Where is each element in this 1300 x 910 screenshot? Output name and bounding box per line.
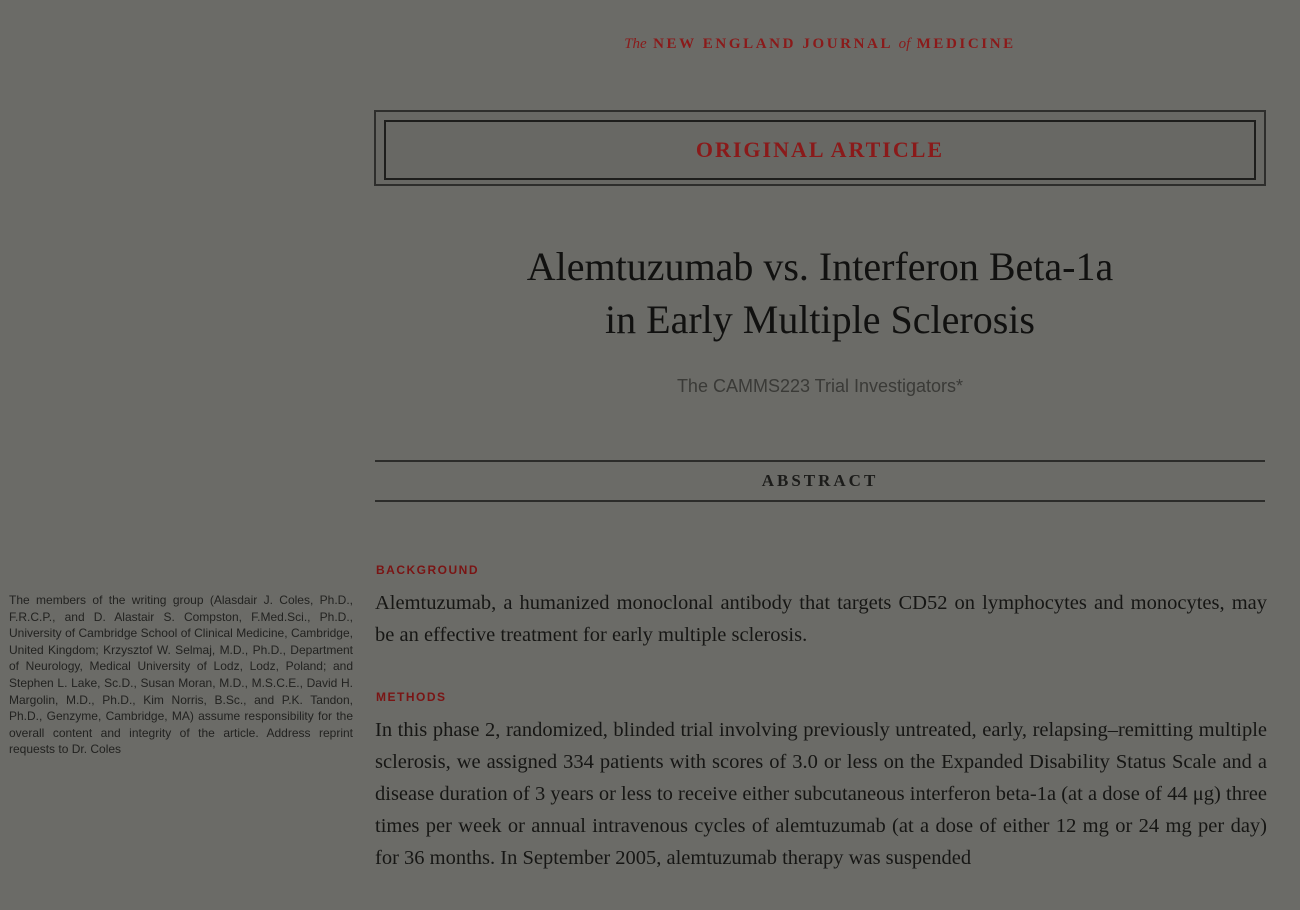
abstract-bar	[375, 460, 1265, 502]
abstract-label: ABSTRACT	[761, 471, 879, 490]
methods-heading: METHODS	[376, 690, 447, 704]
article-title	[375, 240, 1265, 346]
methods-text: In this phase 2, randomized, blinded trial involving previously untreated, early, relapsing–remitting multiple sclerosis, we assigned 334 patients with scores of 3.0 or less on the Expanded Disability Status Scale and a disease duration of 3 years or less to receive either subcutaneous interferon beta-1a (at a dose of 44 μg) three times per week or annual intravenous cycles of alemtuzumab (at a dose of either 12 mg or 24 mg per day) for 36 months. In September 2005, alemtuzumab therapy was suspended	[375, 719, 1267, 869]
background-heading: BACKGROUND	[376, 563, 479, 577]
article-type-label: ORIGINAL ARTICLE	[695, 137, 945, 162]
journal-prefix: The	[624, 36, 647, 52]
article-authors: The CAMMS223 Trial Investigators*	[676, 376, 964, 396]
journal-masthead	[375, 36, 1265, 53]
journal-of: of	[898, 36, 911, 52]
journal-name: NEW ENGLAND JOURNAL	[653, 36, 893, 52]
title-line-2: in Early Multiple Sclerosis	[605, 297, 1035, 342]
background-text: Alemtuzumab, a humanized monoclonal antibody that targets CD52 on lymphocytes and monocytes, may be an effective treatment for early multiple sclerosis.	[375, 592, 1267, 646]
article-type-frame	[384, 120, 1256, 180]
author-affiliations-note: The members of the writing group (Alasdair J. Coles, Ph.D., F.R.C.P., and D. Alastair S. Compston, F.Med.Sci., Ph.D., University of Cambridge School of Clinical Medicine, Cambridge, United Kingdom; Krzysztof W. Selmaj, M.D., Ph.D., Department of Neurology, Medical University of Lodz, Lodz, Poland; and Stephen L. Lake, Sc.D., Susan Moran, M.D., M.S.C.E., David H. Margolin, M.D., Ph.D., Kim Norris, B.Sc., and P.K. Tandon, Ph.D., Genzyme, Cambridge, MA) assume responsibility for the overall content and integrity of the article. Address reprint requests to Dr. Coles	[9, 593, 353, 757]
title-line-1: Alemtuzumab vs. Interferon Beta-1a	[526, 244, 1114, 289]
article-type-box	[374, 110, 1266, 186]
journal-name-end: MEDICINE	[916, 36, 1016, 52]
